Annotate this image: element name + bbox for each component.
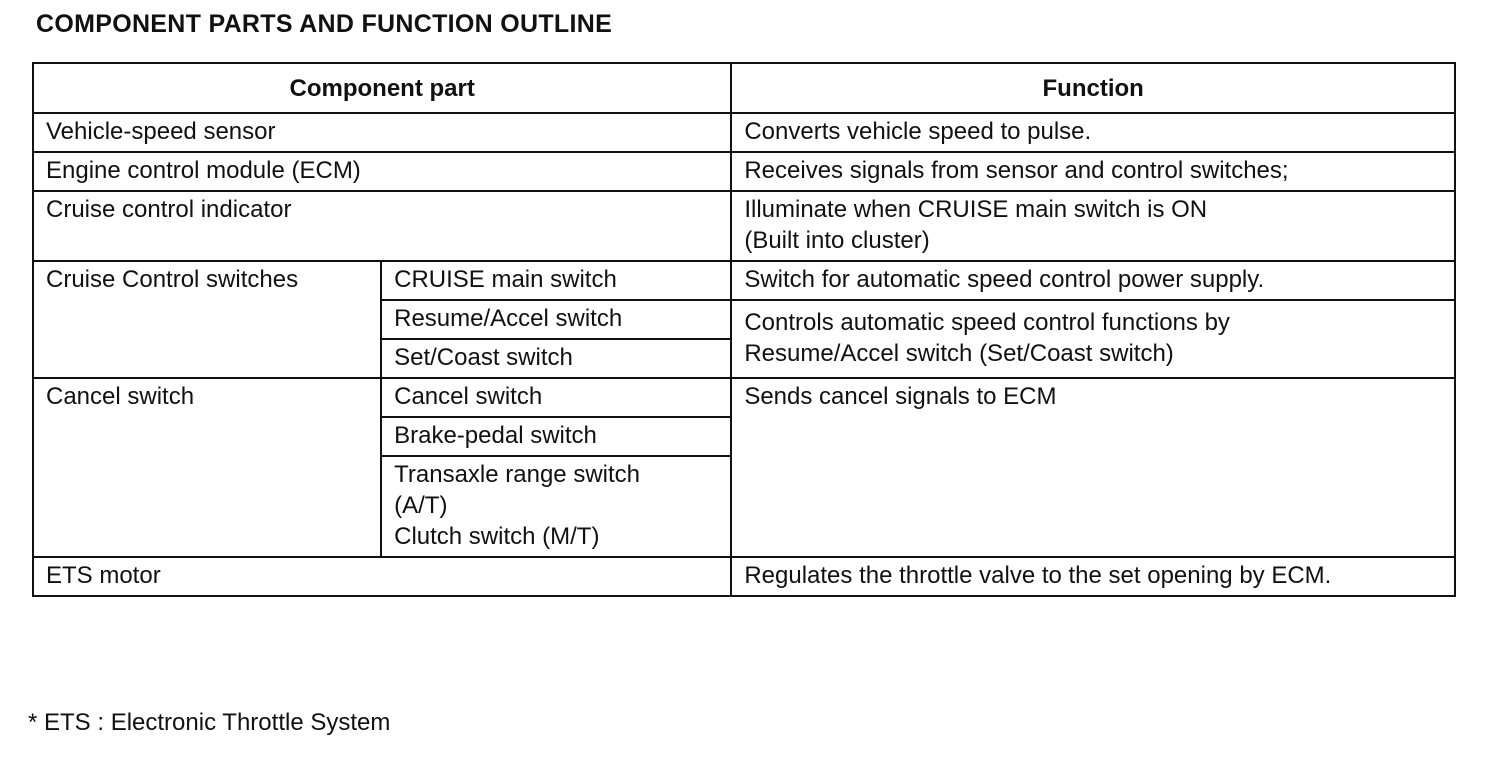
table-row [33, 261, 1455, 300]
page-title: COMPONENT PARTS AND FUNCTION OUTLINE [36, 10, 613, 38]
cell-ecm: Engine control module (ECM) [33, 152, 731, 191]
header-component-part: Component part [33, 63, 731, 113]
cell-ecm-function: Receives signals from sensor and control switches; [731, 152, 1455, 191]
resume-set-function-line-2: Resume/Accel switch (Set/Coast switch) [744, 340, 1174, 367]
resume-set-function-line-1: Controls automatic speed control functions by [744, 309, 1230, 336]
indicator-function-line-2: (Built into cluster) [744, 227, 930, 254]
cell-resume-set-function [731, 300, 1455, 378]
cell-cruise-main-switch: CRUISE main switch [381, 261, 731, 300]
cell-cruise-control-switches: Cruise Control switches [33, 261, 381, 378]
table-row [33, 113, 1455, 152]
header-function: Function [731, 63, 1455, 113]
table-header-row [33, 63, 1455, 113]
transaxle-line-1: Transaxle range switch [394, 461, 640, 488]
cell-vss-function: Converts vehicle speed to pulse. [731, 113, 1455, 152]
table-row [33, 191, 1455, 261]
cell-brake-pedal-switch: Brake-pedal switch [381, 417, 731, 456]
component-function-table [32, 62, 1456, 597]
cell-transaxle-clutch-switch [381, 456, 731, 557]
table-row [33, 378, 1455, 417]
transaxle-line-2: (A/T) [394, 492, 448, 519]
cell-ets-function: Regulates the throttle valve to the set opening by ECM. [731, 557, 1455, 596]
footnote: * ETS : Electronic Throttle System [28, 709, 391, 736]
indicator-function-line-1: Illuminate when CRUISE main switch is ON [744, 196, 1208, 223]
cell-ets-motor: ETS motor [33, 557, 731, 596]
table-row [33, 557, 1455, 596]
cell-set-coast-switch: Set/Coast switch [381, 339, 731, 378]
table-row [33, 152, 1455, 191]
cell-resume-accel-switch: Resume/Accel switch [381, 300, 731, 339]
cell-cancel-function: Sends cancel signals to ECM [731, 378, 1455, 557]
cell-cancel-switch-group: Cancel switch [33, 378, 381, 557]
cell-indicator-function [731, 191, 1455, 261]
cell-vehicle-speed-sensor: Vehicle-speed sensor [33, 113, 731, 152]
clutch-switch-line: Clutch switch (M/T) [394, 523, 600, 550]
cell-main-switch-function: Switch for automatic speed control power supply. [731, 261, 1455, 300]
cell-cancel-switch: Cancel switch [381, 378, 731, 417]
cell-cruise-control-indicator: Cruise control indicator [33, 191, 731, 261]
